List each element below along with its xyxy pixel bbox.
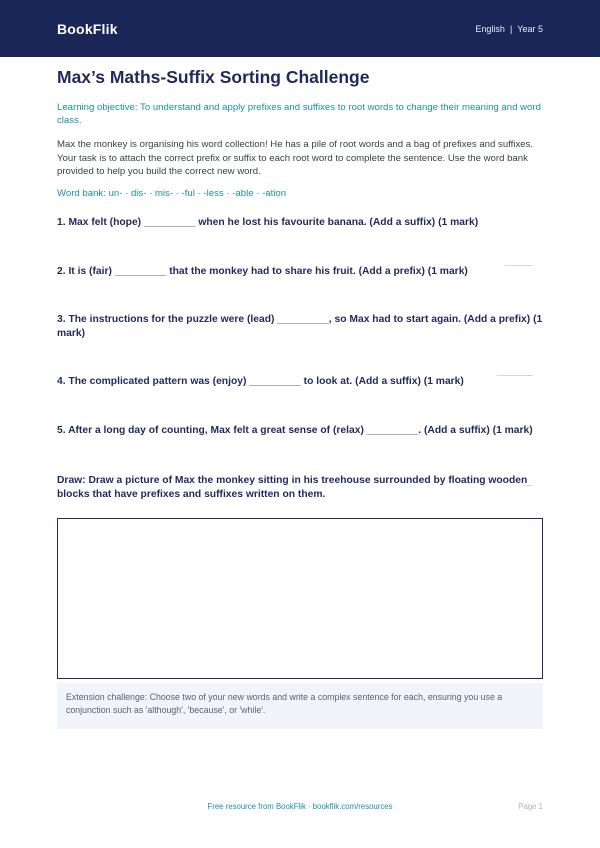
answer-line-4 [497,375,533,376]
worksheet-title: Max’s Maths-Suffix Sorting Challenge [57,67,370,87]
worksheet-content [57,62,543,715]
subject-meta [475,24,543,34]
question-2: 2. It is (fair) _________ that the monkey had to share his fruit. (Add a prefix) (1 mark) [57,266,468,277]
page-footer [0,802,600,814]
learning-objective: Learning objective: To understand and apply prefixes and suffixes to root words to change their meaning and word class. [57,102,541,126]
question-5: 5. After a long day of counting, Max felt a great sense of (relax) _________. (Add a suffix) (1 mark) [57,425,533,436]
footer-credit: Free resource from BookFlik · bookflik.com/resources [207,802,393,811]
brand-logo: BookFlik [57,20,118,37]
top-bar [0,0,600,57]
year-label: Year 5 [517,23,543,34]
page-number: Page 1 [518,802,543,811]
question-1: 1. Max felt (hope) _________ when he lost his favourite banana. (Add a suffix) (1 mark) [57,217,479,228]
subject-label: English [475,23,505,34]
answer-line-draw [523,485,533,486]
meta-separator: | [509,23,513,34]
question-3: 3. The instructions for the puzzle were (lead) _________, so Max had to start again. (Add a prefix) (1 mark) [57,314,543,339]
answer-line-2 [505,265,533,266]
extension-text: Extension challenge: Choose two of your new words and write a complex sentence for each, ensuring you use a conjunction such as 'although', 'because', or 'while'. [66,692,503,715]
drawing-area[interactable] [57,518,543,679]
word-bank: Word bank: un- · dis- · mis- · -ful · -less · -able · -ation [57,187,287,199]
draw-prompt: Draw: Draw a picture of Max the monkey sitting in his treehouse surrounded by floating wooden blocks that have prefixes and suffixes written on them. [57,475,528,500]
extension-challenge [57,683,543,729]
question-4: 4. The complicated pattern was (enjoy) _________ to look at. (Add a suffix) (1 mark) [57,376,464,387]
intro-paragraph: Max the monkey is organising his word collection! He has a pile of root words and a bag of prefixes and suffixes. Your task is to attach the correct prefix or suffix to each root word to complete the sentence. Use the word bank provided to help you build the correct new word. [57,139,534,177]
